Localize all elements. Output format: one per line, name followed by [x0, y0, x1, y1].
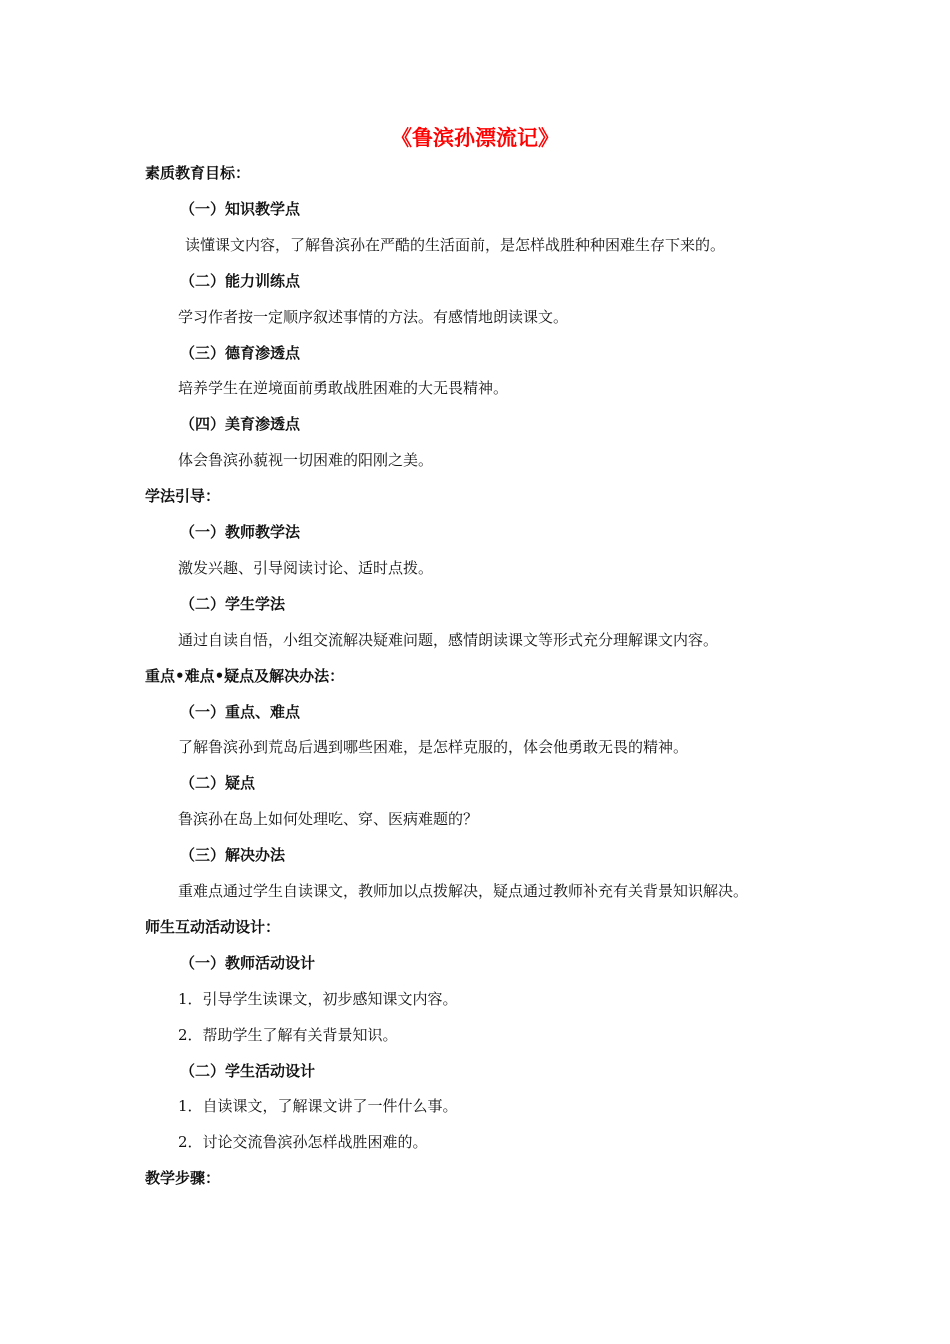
body-paragraph: 2．讨论交流鲁滨孙怎样战胜困难的。 — [178, 1133, 428, 1151]
subsection-heading: （一）重点、难点 — [180, 703, 301, 721]
body-paragraph: 1．引导学生读课文，初步感知课文内容。 — [178, 990, 458, 1008]
section-heading: 教学步骤： — [145, 1169, 221, 1187]
section-heading: 重点•难点•疑点及解决办法： — [145, 667, 345, 685]
body-paragraph: 激发兴趣、引导阅读讨论、适时点拨。 — [178, 559, 434, 577]
section-heading: 学法引导： — [145, 487, 221, 505]
body-paragraph: 了解鲁滨孙到荒岛后遇到哪些困难，是怎样克服的，体会他勇敢无畏的精神。 — [178, 738, 689, 756]
subsection-heading: （一）教师活动设计 — [180, 954, 316, 972]
body-paragraph: 体会鲁滨孙藐视一切困难的阳刚之美。 — [178, 451, 434, 469]
document-title: 《鲁滨孙漂流记》 — [391, 126, 559, 150]
subsection-heading: （二）学生活动设计 — [180, 1062, 316, 1080]
subsection-heading: （二）学生学法 — [180, 595, 286, 613]
body-paragraph: 1．自读课文，了解课文讲了一件什么事。 — [178, 1097, 458, 1115]
subsection-heading: （二）能力训练点 — [180, 272, 301, 290]
body-paragraph: 2．帮助学生了解有关背景知识。 — [178, 1026, 398, 1044]
subsection-heading: （三）德育渗透点 — [180, 344, 301, 362]
section-heading: 素质教育目标： — [145, 164, 251, 182]
body-paragraph: 学习作者按一定顺序叙述事情的方法。有感情地朗读课文。 — [178, 308, 569, 326]
subsection-heading: （四）美育渗透点 — [180, 415, 301, 433]
subsection-heading: （二）疑点 — [180, 774, 256, 792]
body-paragraph: 重难点通过学生自读课文，教师加以点拨解决，疑点通过教师补充有关背景知识解决。 — [178, 882, 749, 900]
body-paragraph: 鲁滨孙在岛上如何处理吃、穿、医病难题的？ — [178, 810, 479, 828]
section-heading: 师生互动活动设计： — [145, 918, 281, 936]
body-paragraph: 培养学生在逆境面前勇敢战胜困难的大无畏精神。 — [178, 379, 509, 397]
subsection-heading: （一）知识教学点 — [180, 200, 301, 218]
body-paragraph: 通过自读自悟，小组交流解决疑难问题，感情朗读课文等形式充分理解课文内容。 — [178, 631, 719, 649]
body-paragraph: 读懂课文内容，了解鲁滨孙在严酷的生活面前，是怎样战胜种种困难生存下来的。 — [185, 236, 726, 254]
subsection-heading: （一）教师教学法 — [180, 523, 301, 541]
subsection-heading: （三）解决办法 — [180, 846, 286, 864]
